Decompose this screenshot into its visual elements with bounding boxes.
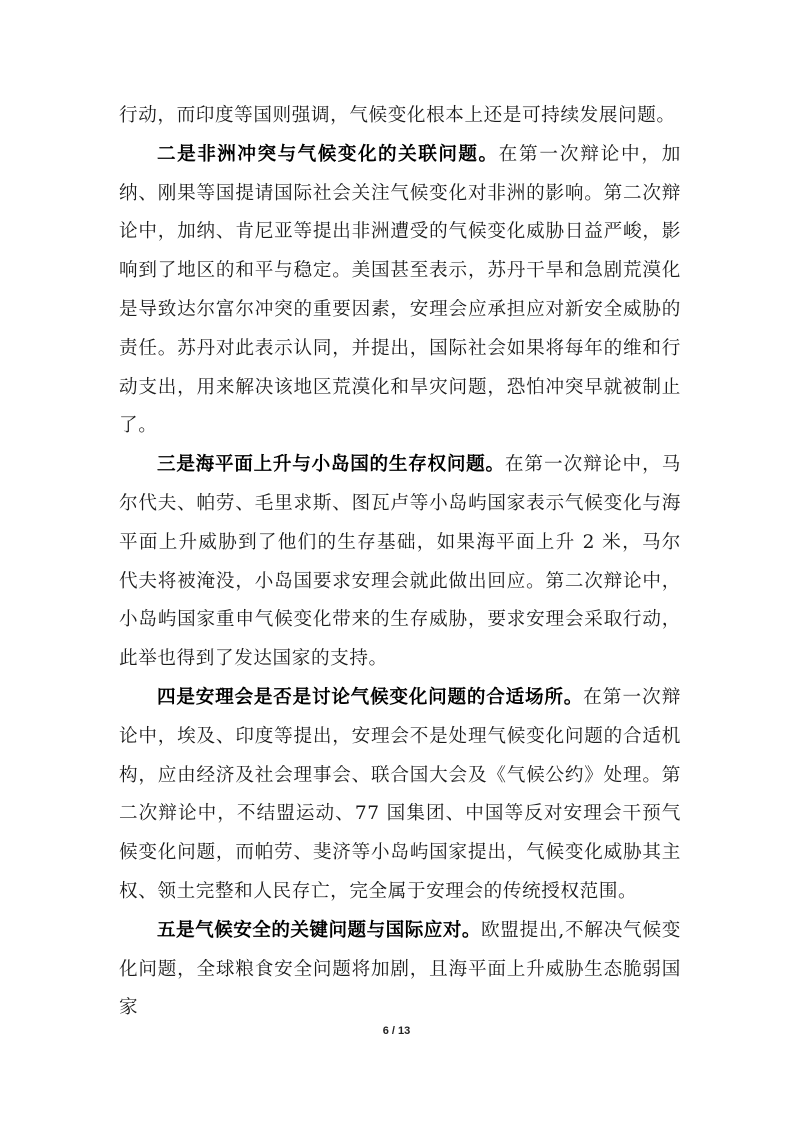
paragraph-text: 在第一次辩论中，马尔代夫、帕劳、毛里求斯、图瓦卢等小岛屿国家表示气候变化与海平面上升威胁到了他们的生存基础，如果海平面上升 2 米，马尔代夫将被淹没，小岛国要求安理会就此做出回应。第二次辩论中，小岛屿国家重申气候变化带来的生存威胁，要求安理会采取行动，此举也得到了发达国家的支持。 bbox=[119, 454, 681, 670]
paragraph-4 bbox=[119, 679, 681, 912]
paragraph-text: 欧盟提出,不解决气候变化问题，全球粮食安全问题将加剧，且海平面上升威胁生态脆弱国家 bbox=[119, 919, 681, 1019]
paragraph-text: 在第一次辩论中，埃及、印度等提出，安理会不是处理气候变化问题的合适机构，应由经济及社会理事会、联合国大会及《气候公约》处理。第二次辩论中，不结盟运动、77 国集团、中国等反对安理会干预气候变化问题，而帕劳、斐济等小岛屿国家提出，气候变化威胁其主权、领土完整和人民存亡，完全属于安理会的传统授权范围。 bbox=[119, 686, 681, 902]
paragraph-3 bbox=[119, 446, 681, 679]
body-text bbox=[119, 97, 681, 1028]
paragraph-5 bbox=[119, 912, 681, 1028]
page-number: 6 / 13 bbox=[382, 1025, 411, 1037]
paragraph-lead: 四是安理会是否是讨论气候变化问题的合适场所。 bbox=[157, 686, 584, 708]
paragraph-lead: 五是气候安全的关键问题与国际应对。 bbox=[157, 919, 481, 941]
paragraph-1 bbox=[119, 97, 681, 136]
paragraph-lead: 二是非洲冲突与气候变化的关联问题。 bbox=[157, 143, 499, 165]
paragraph-2 bbox=[119, 136, 681, 446]
paragraph-lead: 三是海平面上升与小岛国的生存权问题。 bbox=[157, 454, 505, 476]
paragraph-text: 行动，而印度等国则强调，气候变化根本上还是可持续发展问题。 bbox=[119, 105, 676, 126]
paragraph-text: 在第一次辩论中，加纳、刚果等国提请国际社会关注气候变化对非洲的影响。第二次辩论中，加纳、肯尼亚等提出非洲遭受的气候变化威胁日益严峻，影响到了地区的和平与稳定。美国甚至表示，苏丹干旱和急剧荒漠化是导致达尔富尔冲突的重要因素，安理会应承担应对新安全威胁的责任。苏丹对此表示认同，并提出，国际社会如果将每年的维和行动支出，用来解决该地区荒漠化和旱灾问题，恐怕冲突早就被制止了。 bbox=[119, 143, 681, 437]
